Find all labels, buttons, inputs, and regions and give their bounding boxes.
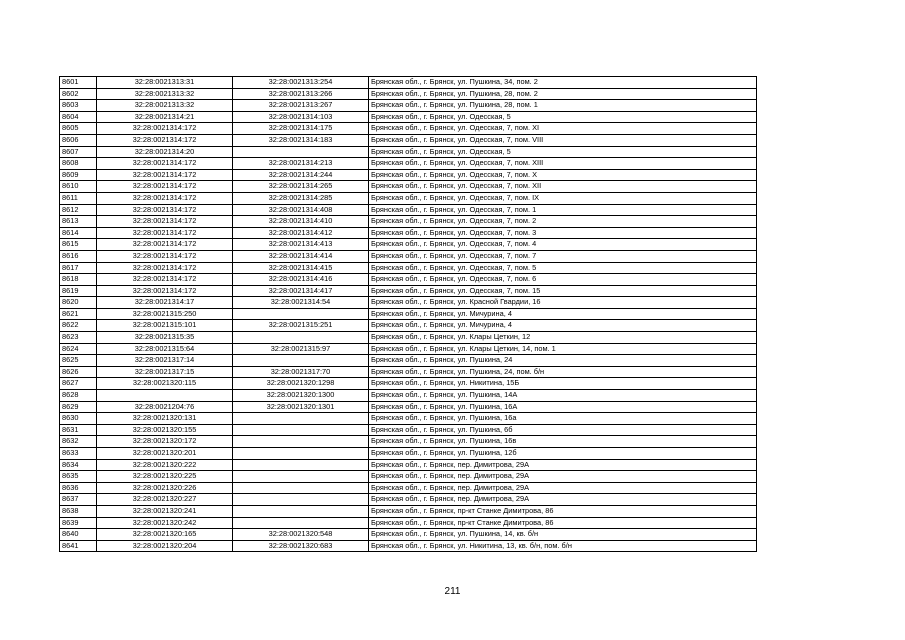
address-cell: Брянская обл., г. Брянск, ул. Пушкина, 24, пом. б/н: [369, 366, 757, 378]
building-cadastral-number-cell: 32:28:0021317:70: [233, 366, 369, 378]
land-cadastral-number-cell: 32:28:0021320:222: [97, 459, 233, 471]
address-cell: Брянская обл., г. Брянск, ул. Одесская, 7, пом. 7: [369, 250, 757, 262]
land-cadastral-number-cell: 32:28:0021320:225: [97, 471, 233, 483]
address-cell: Брянская обл., г. Брянск, ул. Одесская, 7, пом. 1: [369, 204, 757, 216]
row-number-cell: 8603: [60, 100, 97, 112]
building-cadastral-number-cell: 32:28:0021313:266: [233, 88, 369, 100]
address-cell: Брянская обл., г. Брянск, ул. Одесская, 7, пом. 2: [369, 216, 757, 228]
land-cadastral-number-cell: 32:28:0021204:76: [97, 401, 233, 413]
building-cadastral-number-cell: 32:28:0021320:548: [233, 529, 369, 541]
table-row: [60, 355, 757, 367]
address-cell: Брянская обл., г. Брянск, ул. Пушкина, 16в: [369, 436, 757, 448]
row-number-cell: 8639: [60, 517, 97, 529]
address-cell: Брянская обл., г. Брянск, ул. Пушкина, 14, кв. б/н: [369, 529, 757, 541]
table-row: [60, 250, 757, 262]
address-cell: Брянская обл., г. Брянск, ул. Пушкина, 14А: [369, 390, 757, 402]
building-cadastral-number-cell: 32:28:0021314:412: [233, 227, 369, 239]
address-cell: Брянская обл., г. Брянск, ул. Клары Цеткин, 12: [369, 332, 757, 344]
row-number-cell: 8633: [60, 448, 97, 460]
land-cadastral-number-cell: 32:28:0021320:155: [97, 424, 233, 436]
building-cadastral-number-cell: [233, 436, 369, 448]
table-row: [60, 401, 757, 413]
address-cell: Брянская обл., г. Брянск, ул. Пушкина, 6б: [369, 424, 757, 436]
row-number-cell: 8614: [60, 227, 97, 239]
address-cell: Брянская обл., г. Брянск, ул. Пушкина, 16А: [369, 401, 757, 413]
address-cell: Брянская обл., г. Брянск, ул. Одесская, 7, пом. 5: [369, 262, 757, 274]
land-cadastral-number-cell: 32:28:0021315:64: [97, 343, 233, 355]
row-number-cell: 8607: [60, 146, 97, 158]
row-number-cell: 8631: [60, 424, 97, 436]
row-number-cell: 8641: [60, 540, 97, 552]
table-row: [60, 517, 757, 529]
building-cadastral-number-cell: 32:28:0021314:414: [233, 250, 369, 262]
building-cadastral-number-cell: [233, 146, 369, 158]
building-cadastral-number-cell: [233, 448, 369, 460]
address-cell: Брянская обл., г. Брянск, ул. Красной Гвардии, 16: [369, 297, 757, 309]
building-cadastral-number-cell: 32:28:0021315:97: [233, 343, 369, 355]
address-cell: Брянская обл., г. Брянск, пер. Димитрова, 29А: [369, 494, 757, 506]
land-cadastral-number-cell: 32:28:0021314:172: [97, 285, 233, 297]
building-cadastral-number-cell: 32:28:0021320:1301: [233, 401, 369, 413]
table-row: [60, 448, 757, 460]
building-cadastral-number-cell: [233, 482, 369, 494]
table-row: [60, 192, 757, 204]
row-number-cell: 8612: [60, 204, 97, 216]
building-cadastral-number-cell: [233, 471, 369, 483]
table-row: [60, 413, 757, 425]
land-cadastral-number-cell: 32:28:0021314:172: [97, 158, 233, 170]
address-cell: Брянская обл., г. Брянск, пер. Димитрова, 29А: [369, 471, 757, 483]
land-cadastral-number-cell: 32:28:0021314:172: [97, 227, 233, 239]
building-cadastral-number-cell: [233, 459, 369, 471]
address-cell: Брянская обл., г. Брянск, пр-кт Станке Димитрова, 86: [369, 505, 757, 517]
address-cell: Брянская обл., г. Брянск, ул. Одесская, 7, пом. 6: [369, 274, 757, 286]
address-cell: Брянская обл., г. Брянск, ул. Мичурина, 4: [369, 308, 757, 320]
building-cadastral-number-cell: 32:28:0021314:410: [233, 216, 369, 228]
land-cadastral-number-cell: 32:28:0021320:241: [97, 505, 233, 517]
land-cadastral-number-cell: 32:28:0021320:242: [97, 517, 233, 529]
land-cadastral-number-cell: [97, 390, 233, 402]
table-row: [60, 482, 757, 494]
land-cadastral-number-cell: 32:28:0021314:20: [97, 146, 233, 158]
land-cadastral-number-cell: 32:28:0021314:172: [97, 250, 233, 262]
address-cell: Брянская обл., г. Брянск, ул. Одесская, 7, пом. XIII: [369, 158, 757, 170]
row-number-cell: 8601: [60, 77, 97, 89]
row-number-cell: 8626: [60, 366, 97, 378]
table-row: [60, 436, 757, 448]
table-row: [60, 390, 757, 402]
address-cell: Брянская обл., г. Брянск, ул. Никитина, 13, кв. б/н, пом. б/н: [369, 540, 757, 552]
row-number-cell: 8625: [60, 355, 97, 367]
building-cadastral-number-cell: 32:28:0021314:175: [233, 123, 369, 135]
land-cadastral-number-cell: 32:28:0021314:21: [97, 111, 233, 123]
row-number-cell: 8628: [60, 390, 97, 402]
building-cadastral-number-cell: 32:28:0021314:415: [233, 262, 369, 274]
land-cadastral-number-cell: 32:28:0021315:250: [97, 308, 233, 320]
row-number-cell: 8627: [60, 378, 97, 390]
row-number-cell: 8636: [60, 482, 97, 494]
land-cadastral-number-cell: 32:28:0021314:172: [97, 204, 233, 216]
land-cadastral-number-cell: 32:28:0021317:15: [97, 366, 233, 378]
address-cell: Брянская обл., г. Брянск, пер. Димитрова, 29А: [369, 482, 757, 494]
row-number-cell: 8604: [60, 111, 97, 123]
address-cell: Брянская обл., г. Брянск, ул. Одесская, 7, пом. 15: [369, 285, 757, 297]
address-cell: Брянская обл., г. Брянск, ул. Одесская, 7, пом. 3: [369, 227, 757, 239]
land-cadastral-number-cell: 32:28:0021320:115: [97, 378, 233, 390]
land-cadastral-number-cell: 32:28:0021317:14: [97, 355, 233, 367]
land-cadastral-number-cell: 32:28:0021314:172: [97, 262, 233, 274]
building-cadastral-number-cell: [233, 355, 369, 367]
registry-table-body: [60, 77, 757, 552]
table-row: [60, 366, 757, 378]
building-cadastral-number-cell: 32:28:0021320:1300: [233, 390, 369, 402]
land-cadastral-number-cell: 32:28:0021320:131: [97, 413, 233, 425]
building-cadastral-number-cell: 32:28:0021313:254: [233, 77, 369, 89]
land-cadastral-number-cell: 32:28:0021315:101: [97, 320, 233, 332]
address-cell: Брянская обл., г. Брянск, ул. Пушкина, 28, пом. 1: [369, 100, 757, 112]
land-cadastral-number-cell: 32:28:0021320:226: [97, 482, 233, 494]
address-cell: Брянская обл., г. Брянск, ул. Клары Цеткин, 14, пом. 1: [369, 343, 757, 355]
building-cadastral-number-cell: [233, 413, 369, 425]
table-row: [60, 77, 757, 89]
row-number-cell: 8640: [60, 529, 97, 541]
land-cadastral-number-cell: 32:28:0021313:32: [97, 100, 233, 112]
building-cadastral-number-cell: [233, 332, 369, 344]
table-row: [60, 169, 757, 181]
land-cadastral-number-cell: 32:28:0021313:32: [97, 88, 233, 100]
table-row: [60, 134, 757, 146]
address-cell: Брянская обл., г. Брянск, ул. Одесская, 7, пом. 4: [369, 239, 757, 251]
row-number-cell: 8630: [60, 413, 97, 425]
row-number-cell: 8634: [60, 459, 97, 471]
table-row: [60, 146, 757, 158]
table-row: [60, 308, 757, 320]
building-cadastral-number-cell: 32:28:0021314:417: [233, 285, 369, 297]
registry-table: [59, 76, 757, 552]
building-cadastral-number-cell: 32:28:0021313:267: [233, 100, 369, 112]
building-cadastral-number-cell: [233, 494, 369, 506]
row-number-cell: 8618: [60, 274, 97, 286]
land-cadastral-number-cell: 32:28:0021313:31: [97, 77, 233, 89]
address-cell: Брянская обл., г. Брянск, ул. Пушкина, 34, пом. 2: [369, 77, 757, 89]
row-number-cell: 8623: [60, 332, 97, 344]
land-cadastral-number-cell: 32:28:0021314:172: [97, 192, 233, 204]
table-row: [60, 262, 757, 274]
building-cadastral-number-cell: 32:28:0021314:244: [233, 169, 369, 181]
row-number-cell: 8637: [60, 494, 97, 506]
building-cadastral-number-cell: 32:28:0021314:413: [233, 239, 369, 251]
address-cell: Брянская обл., г. Брянск, ул. Пушкина, 12б: [369, 448, 757, 460]
row-number-cell: 8611: [60, 192, 97, 204]
address-cell: Брянская обл., г. Брянск, ул. Одесская, 7, пом. X: [369, 169, 757, 181]
building-cadastral-number-cell: 32:28:0021314:213: [233, 158, 369, 170]
row-number-cell: 8615: [60, 239, 97, 251]
row-number-cell: 8619: [60, 285, 97, 297]
row-number-cell: 8608: [60, 158, 97, 170]
table-row: [60, 227, 757, 239]
table-row: [60, 88, 757, 100]
address-cell: Брянская обл., г. Брянск, ул. Одесская, 7, пом. VIII: [369, 134, 757, 146]
table-row: [60, 332, 757, 344]
row-number-cell: 8605: [60, 123, 97, 135]
address-cell: Брянская обл., г. Брянск, пер. Димитрова, 29А: [369, 459, 757, 471]
row-number-cell: 8632: [60, 436, 97, 448]
land-cadastral-number-cell: 32:28:0021320:204: [97, 540, 233, 552]
table-row: [60, 494, 757, 506]
address-cell: Брянская обл., г. Брянск, ул. Одесская, 7, пом. XI: [369, 123, 757, 135]
row-number-cell: 8635: [60, 471, 97, 483]
table-row: [60, 285, 757, 297]
address-cell: Брянская обл., г. Брянск, ул. Никитина, 15Б: [369, 378, 757, 390]
land-cadastral-number-cell: 32:28:0021314:172: [97, 239, 233, 251]
table-row: [60, 204, 757, 216]
row-number-cell: 8617: [60, 262, 97, 274]
page-number: 211: [444, 586, 461, 597]
table-row: [60, 459, 757, 471]
address-cell: Брянская обл., г. Брянск, ул. Пушкина, 16а: [369, 413, 757, 425]
land-cadastral-number-cell: 32:28:0021314:17: [97, 297, 233, 309]
building-cadastral-number-cell: 32:28:0021320:1298: [233, 378, 369, 390]
land-cadastral-number-cell: 32:28:0021314:172: [97, 123, 233, 135]
table-row: [60, 274, 757, 286]
address-cell: Брянская обл., г. Брянск, ул. Пушкина, 24: [369, 355, 757, 367]
table-row: [60, 505, 757, 517]
table-row: [60, 424, 757, 436]
building-cadastral-number-cell: [233, 424, 369, 436]
table-row: [60, 320, 757, 332]
address-cell: Брянская обл., г. Брянск, ул. Мичурина, 4: [369, 320, 757, 332]
table-row: [60, 181, 757, 193]
row-number-cell: 8610: [60, 181, 97, 193]
row-number-cell: 8602: [60, 88, 97, 100]
building-cadastral-number-cell: 32:28:0021320:683: [233, 540, 369, 552]
land-cadastral-number-cell: 32:28:0021315:35: [97, 332, 233, 344]
table-row: [60, 529, 757, 541]
row-number-cell: 8621: [60, 308, 97, 320]
building-cadastral-number-cell: [233, 517, 369, 529]
land-cadastral-number-cell: 32:28:0021320:172: [97, 436, 233, 448]
building-cadastral-number-cell: 32:28:0021314:54: [233, 297, 369, 309]
building-cadastral-number-cell: 32:28:0021314:103: [233, 111, 369, 123]
row-number-cell: 8622: [60, 320, 97, 332]
address-cell: Брянская обл., г. Брянск, ул. Одесская, 7, пом. XII: [369, 181, 757, 193]
building-cadastral-number-cell: 32:28:0021314:408: [233, 204, 369, 216]
address-cell: Брянская обл., г. Брянск, ул. Одесская, 5: [369, 111, 757, 123]
table-row: [60, 123, 757, 135]
land-cadastral-number-cell: 32:28:0021314:172: [97, 216, 233, 228]
building-cadastral-number-cell: 32:28:0021315:251: [233, 320, 369, 332]
table-row: [60, 239, 757, 251]
land-cadastral-number-cell: 32:28:0021314:172: [97, 274, 233, 286]
table-row: [60, 378, 757, 390]
row-number-cell: 8616: [60, 250, 97, 262]
row-number-cell: 8624: [60, 343, 97, 355]
land-cadastral-number-cell: 32:28:0021320:227: [97, 494, 233, 506]
table-row: [60, 471, 757, 483]
address-cell: Брянская обл., г. Брянск, ул. Пушкина, 28, пом. 2: [369, 88, 757, 100]
table-row: [60, 540, 757, 552]
building-cadastral-number-cell: [233, 505, 369, 517]
land-cadastral-number-cell: 32:28:0021314:172: [97, 181, 233, 193]
row-number-cell: 8609: [60, 169, 97, 181]
building-cadastral-number-cell: 32:28:0021314:416: [233, 274, 369, 286]
land-cadastral-number-cell: 32:28:0021320:165: [97, 529, 233, 541]
address-cell: Брянская обл., г. Брянск, пр-кт Станке Димитрова, 86: [369, 517, 757, 529]
address-cell: Брянская обл., г. Брянск, ул. Одесская, 7, пом. IX: [369, 192, 757, 204]
row-number-cell: 8629: [60, 401, 97, 413]
table-row: [60, 158, 757, 170]
land-cadastral-number-cell: 32:28:0021314:172: [97, 169, 233, 181]
building-cadastral-number-cell: 32:28:0021314:285: [233, 192, 369, 204]
row-number-cell: 8613: [60, 216, 97, 228]
table-row: [60, 100, 757, 112]
building-cadastral-number-cell: 32:28:0021314:183: [233, 134, 369, 146]
row-number-cell: 8638: [60, 505, 97, 517]
address-cell: Брянская обл., г. Брянск, ул. Одесская, 5: [369, 146, 757, 158]
table-row: [60, 111, 757, 123]
land-cadastral-number-cell: 32:28:0021320:201: [97, 448, 233, 460]
building-cadastral-number-cell: 32:28:0021314:265: [233, 181, 369, 193]
building-cadastral-number-cell: [233, 308, 369, 320]
land-cadastral-number-cell: 32:28:0021314:172: [97, 134, 233, 146]
table-row: [60, 297, 757, 309]
table-row: [60, 343, 757, 355]
table-row: [60, 216, 757, 228]
row-number-cell: 8606: [60, 134, 97, 146]
row-number-cell: 8620: [60, 297, 97, 309]
